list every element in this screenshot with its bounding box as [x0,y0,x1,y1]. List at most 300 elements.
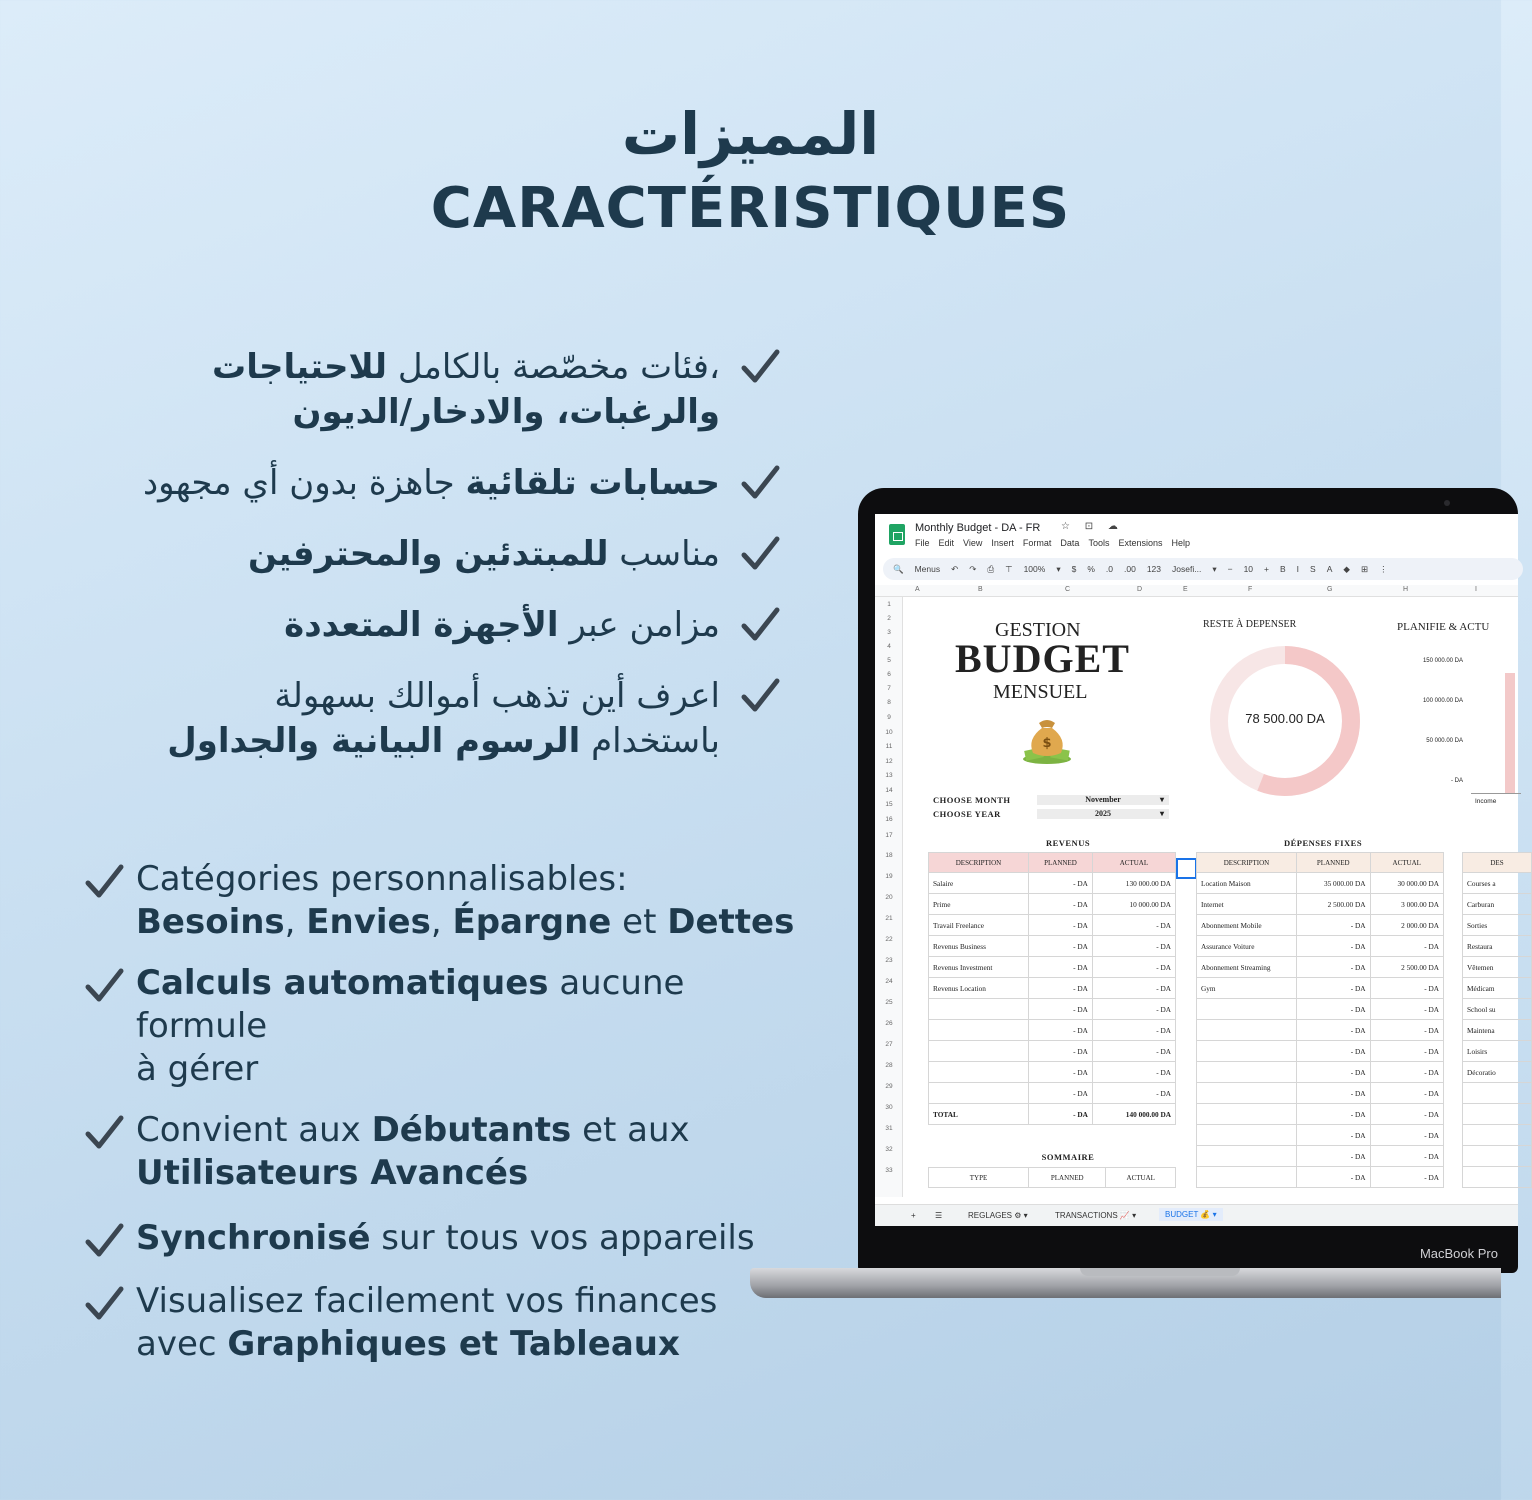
macbook-label: MacBook Pro [1419,1246,1498,1261]
feature-text: , [430,902,453,942]
menu-format[interactable]: Format [1022,538,1052,548]
cell-planned[interactable]: - DA [1029,1020,1093,1041]
cell-actual[interactable]: 2 500.00 DA [1370,957,1444,978]
cell-actual[interactable]: - DA [1092,1020,1175,1041]
french-feature-5 [84,1280,814,1366]
cell-planned[interactable]: - DA [1029,915,1093,936]
cell-actual[interactable]: - DA [1092,957,1175,978]
month-dropdown[interactable]: November ▾ [1037,795,1169,805]
document-title[interactable]: Monthly Budget - DA - FR [915,522,1041,534]
cell-actual[interactable]: - DA [1370,1125,1444,1146]
row-header[interactable]: 5 [887,657,891,664]
row-header[interactable]: 28 [885,1062,893,1069]
menu-extensions[interactable]: Extensions [1118,538,1163,548]
toolbar-item[interactable]: ↶ [951,563,959,574]
feature-text: à gérer [136,1049,259,1089]
sommaire-table [928,1167,1176,1188]
column-header[interactable]: D [1137,586,1143,593]
laptop-notch [1080,1268,1240,1276]
cell-planned[interactable]: - DA [1029,1062,1093,1083]
cell-planned[interactable]: 35 000.00 DA [1297,873,1371,894]
year-dropdown[interactable]: 2025 ▾ [1037,809,1169,819]
column-header[interactable]: E [1183,586,1188,593]
table-row [1197,1104,1444,1125]
table-row [1197,1041,1444,1062]
row-header[interactable]: 25 [885,999,893,1006]
column-header[interactable]: B [978,586,983,593]
cell-description[interactable]: Salaire [929,873,1029,894]
cell-description[interactable]: Internet [1197,894,1297,915]
cell-description[interactable]: Abonnement Streaming [1197,957,1297,978]
cell-description[interactable]: Courses a [1463,873,1532,894]
cell-description[interactable] [929,1041,1029,1062]
row-header[interactable]: 27 [885,1041,893,1048]
feature-text: Visualisez facilement vos finances [136,1281,718,1321]
cell-actual[interactable]: 10 000.00 DA [1092,894,1175,915]
cell-planned[interactable]: - DA [1297,957,1371,978]
arabic-feature-4 [60,603,780,648]
laptop-mockup [750,488,1504,1310]
cell-empty[interactable] [1463,1167,1532,1188]
cell-planned[interactable]: - DA [1297,915,1371,936]
sheet-title-gestion: GESTION [995,619,1081,641]
header-planned: PLANNED [1297,853,1371,873]
cell-description[interactable]: Loisirs [1463,1041,1532,1062]
french-feature-3 [84,1109,814,1195]
toolbar-item[interactable]: ⎙ [987,563,995,574]
row-header[interactable]: 11 [885,743,893,750]
cell-empty[interactable] [1463,1146,1532,1167]
toolbar-item[interactable]: .0 [1105,564,1113,574]
cell-planned[interactable]: - DA [1029,894,1093,915]
table-row [929,1062,1176,1083]
cell-actual[interactable]: - DA [1092,915,1175,936]
feature-text: مزامن عبر [558,605,720,645]
menu-file[interactable]: File [915,538,930,548]
cell-description[interactable]: Sorties [1463,915,1532,936]
cell-planned[interactable]: - DA [1297,936,1371,957]
feature-text: مناسب [608,534,720,574]
x-axis-line [1471,793,1521,794]
menu-view[interactable]: View [963,538,983,548]
table-row [1463,1020,1532,1041]
toolbar-item[interactable]: S [1310,564,1316,574]
variable-expenses-table [1462,852,1532,1188]
table-row [929,1041,1176,1062]
cell-description[interactable]: Revenus Location [929,978,1029,999]
cell-description[interactable] [929,1020,1029,1041]
cell-description[interactable] [1197,1083,1297,1104]
check-icon [84,1284,124,1324]
cell-description[interactable] [1197,1020,1297,1041]
cell-actual[interactable]: - DA [1092,978,1175,999]
toolbar-item[interactable]: B [1280,564,1286,574]
choose-month-label: CHOOSE MONTH [933,795,1011,805]
cell-description[interactable]: Abonnement Mobile [1197,915,1297,936]
table-row [1463,915,1532,936]
cell-planned[interactable]: - DA [1029,1083,1093,1104]
cell-actual[interactable]: - DA [1370,1083,1444,1104]
table-row [1197,1146,1444,1167]
cell-description[interactable] [1197,1146,1297,1167]
french-feature-2 [84,962,814,1091]
feature-bold-text: Besoins [136,902,285,942]
cell-actual[interactable]: - DA [1370,1020,1444,1041]
row-header[interactable]: 7 [887,685,891,692]
selected-cell[interactable] [1176,858,1197,879]
cell-description[interactable] [1197,1125,1297,1146]
cell-description[interactable] [929,1062,1029,1083]
feature-text: , [284,902,307,942]
cell-planned[interactable]: - DA [1029,957,1093,978]
cell-description[interactable]: Décoratio [1463,1062,1532,1083]
planifie-title: PLANIFIE & ACTU [1397,621,1490,633]
cell-actual[interactable]: 3 000.00 DA [1370,894,1444,915]
cell-actual[interactable]: - DA [1370,978,1444,999]
menu-edit[interactable]: Edit [938,538,955,548]
cell-description[interactable] [1197,1104,1297,1125]
column-headers [875,585,1518,597]
cell-actual[interactable]: 130 000.00 DA [1092,873,1175,894]
row-header[interactable]: 23 [885,957,893,964]
cell-description[interactable]: School su [1463,999,1532,1020]
toolbar-item[interactable]: A [1326,564,1333,574]
toolbar-item[interactable]: 123 [1146,564,1162,574]
cell-planned[interactable]: - DA [1297,1167,1371,1188]
cell-planned[interactable]: - DA [1297,1104,1371,1125]
tab-budget[interactable]: BUDGET 💰 ▾ [1159,1208,1223,1221]
cell-description[interactable]: Revenus Business [929,936,1029,957]
menu-bar [915,538,1199,548]
row-header[interactable]: 6 [887,671,891,678]
french-feature-4 [84,1217,814,1260]
cell-actual[interactable]: - DA [1370,936,1444,957]
table-row [1463,1167,1532,1188]
feature-bold-text: Épargne [452,902,612,942]
table-row [1197,957,1444,978]
toolbar-item[interactable]: Menus [914,564,941,574]
cell-actual[interactable]: - DA [1370,1041,1444,1062]
table-row [1463,873,1532,894]
cell-planned[interactable]: - DA [1029,1041,1093,1062]
title-arabic: المميزات [621,100,880,168]
table-row [929,936,1176,957]
cell-empty[interactable] [1463,1104,1532,1125]
cell-total-planned: - DA [1029,1104,1093,1125]
row-header[interactable]: 2 [887,615,891,622]
cell-actual[interactable]: 30 000.00 DA [1370,873,1444,894]
sommaire-header-actual: ACTUAL [1106,1168,1176,1188]
cell-description[interactable]: Assurance Voiture [1197,936,1297,957]
sheets-header [875,514,1518,558]
cell-planned[interactable]: - DA [1297,999,1371,1020]
toolbar-item[interactable]: ▾ [1212,563,1217,574]
table-row [1463,1146,1532,1167]
toolbar-item[interactable]: 🔍 [893,563,904,574]
feature-bold-text: Dettes [667,902,795,942]
row-header[interactable]: 31 [885,1125,893,1132]
row-header[interactable]: 24 [885,978,893,985]
row-header[interactable]: 9 [887,714,891,721]
french-features-list [84,858,814,1384]
cell-total-label: TOTAL [929,1104,1029,1125]
cell-planned[interactable]: - DA [1297,1041,1371,1062]
table-row [1197,978,1444,999]
column-header[interactable]: A [915,586,920,593]
toolbar-item[interactable]: .00 [1124,564,1136,574]
table-row [1463,1062,1532,1083]
row-header[interactable]: 20 [885,894,893,901]
revenus-title: REVENUS [1045,838,1091,848]
row-header[interactable]: 22 [885,936,893,943]
cell-planned[interactable]: - DA [1297,1146,1371,1167]
toolbar-item[interactable]: 10 [1243,564,1254,574]
row-header[interactable]: 21 [885,915,893,922]
menu-help[interactable]: Help [1171,538,1190,548]
table-row [929,999,1176,1020]
feature-bold-text: Synchronisé [136,1218,371,1258]
cell-planned[interactable]: - DA [1029,978,1093,999]
cell-actual[interactable]: - DA [1370,1167,1444,1188]
cell-description[interactable]: Revenus Investment [929,957,1029,978]
feature-text: et [611,902,668,942]
row-header[interactable]: 17 [885,832,893,839]
cell-description[interactable] [1197,999,1297,1020]
reste-title: RESTE À DEPENSER [1203,619,1297,630]
check-icon [84,862,124,902]
cell-description[interactable]: Maintena [1463,1020,1532,1041]
feature-bold-text: والرغبات، والادخار/الديون [292,392,720,432]
row-header[interactable]: 15 [885,801,893,808]
table-row [929,1083,1176,1104]
cell-actual[interactable]: - DA [1370,1146,1444,1167]
cell-planned[interactable]: - DA [1297,978,1371,999]
title-action-icons[interactable]: ☆ ⊡ ☁ [1061,521,1124,532]
cell-description[interactable]: Location Maison [1197,873,1297,894]
laptop-screen [875,514,1518,1226]
reste-value: 78 500.00 DA [1245,711,1325,726]
title-french: CARACTÉRISTIQUES [430,176,1071,241]
cell-actual[interactable]: - DA [1092,1062,1175,1083]
header-description: DESCRIPTION [1197,853,1297,873]
table-row [1197,1167,1444,1188]
table-row [929,1020,1176,1041]
table-row [929,978,1176,999]
french-feature-1 [84,858,814,944]
cell-total-actual: 140 000.00 DA [1092,1104,1175,1125]
cell-empty[interactable] [1463,1125,1532,1146]
cell-planned[interactable]: - DA [1029,873,1093,894]
feature-text: اعرف أين تذهب أموالك بسهولة [274,676,720,716]
check-icon [84,1113,124,1153]
cell-description[interactable]: Vêtemen [1463,957,1532,978]
arabic-features-list [60,345,780,790]
cell-actual[interactable]: - DA [1370,1104,1444,1125]
menu-insert[interactable]: Insert [991,538,1014,548]
y-tick-label: 50 000.00 DA [1426,738,1463,744]
cell-description[interactable]: Restaura [1463,936,1532,957]
cell-actual[interactable]: - DA [1370,999,1444,1020]
sommaire-header-type: TYPE [929,1168,1029,1188]
sheet-tabs-bar [875,1204,1518,1226]
feature-bold-text: للاحتياجات [212,347,388,387]
cell-planned[interactable]: - DA [1297,1125,1371,1146]
table-row [1463,1104,1532,1125]
cell-planned[interactable]: - DA [1297,1020,1371,1041]
toolbar-item[interactable]: ⊞ [1360,563,1369,574]
toolbar-item[interactable]: I [1296,564,1300,574]
row-header[interactable]: 8 [887,699,891,706]
cell-actual[interactable]: 2 000.00 DA [1370,915,1444,936]
y-tick-label: 100 000.00 DA [1422,698,1463,704]
feature-text: جاهزة بدون أي مجهود [143,463,466,503]
camera-icon [1444,500,1450,506]
table-row [1463,978,1532,999]
column-header[interactable]: F [1248,586,1253,593]
feature-bold-text: Utilisateurs Avancés [136,1153,529,1193]
total-row [929,1104,1176,1125]
cell-description[interactable]: Travail Freelance [929,915,1029,936]
sommaire-header-planned: PLANNED [1029,1168,1106,1188]
row-header[interactable]: 16 [885,816,893,823]
all-sheets-button[interactable]: ☰ [935,1211,943,1220]
toolbar-item[interactable]: + [1264,564,1269,574]
cell-description[interactable] [929,999,1029,1020]
y-tick-label: - DA [1451,778,1463,784]
row-header[interactable]: 26 [885,1020,893,1027]
cell-description[interactable] [1197,1167,1297,1188]
cell-actual[interactable]: - DA [1092,936,1175,957]
cell-description[interactable]: Prime [929,894,1029,915]
arabic-feature-5 [60,674,780,764]
money-bag-icon [1019,709,1075,765]
toolbar [883,558,1523,580]
table-row [929,915,1176,936]
toolbar-item[interactable]: ⊤ [1005,563,1013,574]
toolbar-item[interactable]: ⋮ [1379,563,1388,574]
x-label-income: Income [1475,798,1497,805]
toolbar-item[interactable]: ◆ [1343,563,1350,574]
row-header[interactable]: 19 [885,873,893,880]
menu-data[interactable]: Data [1060,538,1080,548]
row-header[interactable]: 33 [885,1167,893,1174]
feature-bold-text: Graphiques et Tableaux [227,1324,680,1364]
row-header[interactable]: 1 [887,601,891,608]
table-row [1197,1062,1444,1083]
cell-planned[interactable]: - DA [1029,936,1093,957]
cell-description[interactable] [929,1083,1029,1104]
tab-reglages[interactable]: REGLAGES ⚙ ▾ [968,1211,1028,1220]
choose-year-label: CHOOSE YEAR [933,809,1001,819]
laptop-base [750,1268,1501,1298]
row-header[interactable]: 10 [885,729,893,736]
toolbar-item[interactable]: $ [1071,564,1077,574]
cell-actual[interactable]: - DA [1092,1083,1175,1104]
table-row [1197,1083,1444,1104]
toolbar-item[interactable]: % [1087,564,1095,574]
table-row [929,873,1176,894]
cell-planned[interactable]: - DA [1297,1083,1371,1104]
row-header[interactable]: 18 [885,852,893,859]
feature-bold-text: حسابات تلقائية [465,463,720,503]
toolbar-item[interactable]: − [1227,564,1233,574]
table-row [1463,1041,1532,1062]
cell-actual[interactable]: - DA [1092,999,1175,1020]
cell-planned[interactable]: - DA [1297,1062,1371,1083]
table-row [1463,999,1532,1020]
feature-bold-text: Calculs automatiques [136,963,549,1003]
feature-bold-text: الأجهزة المتعددة [284,605,559,645]
depenses-title: DÉPENSES FIXES [1283,838,1363,848]
depenses-table [1196,852,1444,1188]
feature-text: et aux [571,1110,690,1150]
table-row [1197,1020,1444,1041]
row-header[interactable]: 13 [885,772,893,779]
cell-empty[interactable] [1463,1083,1532,1104]
laptop-lid [858,488,1518,1273]
row-header[interactable]: 32 [885,1146,893,1153]
tab-transactions[interactable]: TRANSACTIONS 📈 ▾ [1055,1211,1137,1220]
table-row [1197,915,1444,936]
feature-text: Catégories personnalisables: [136,859,628,899]
cell-description[interactable] [1197,1041,1297,1062]
table-row [929,894,1176,915]
column-header[interactable]: C [1065,586,1071,593]
cell-planned[interactable]: 2 500.00 DA [1297,894,1371,915]
feature-text: avec [136,1324,228,1364]
table-row [929,957,1176,978]
row-header[interactable]: 12 [885,758,893,765]
google-sheets-logo-icon[interactable] [889,524,905,545]
row-header[interactable]: 14 [885,787,893,794]
svg-text:$: $ [1042,736,1052,751]
sheet-title-budget: BUDGET [955,636,1130,681]
row-header[interactable]: 3 [887,629,891,636]
table-row [1463,1083,1532,1104]
table-row [1197,894,1444,915]
cell-description[interactable]: Gym [1197,978,1297,999]
table-row [1197,1125,1444,1146]
row-header[interactable]: 30 [885,1104,893,1111]
budget-sheet [903,597,1518,1197]
table-row [1463,936,1532,957]
toolbar-item[interactable]: ▾ [1056,563,1061,574]
header-description: DESCRIPTION [929,853,1029,873]
row-header[interactable]: 4 [887,643,891,650]
sommaire-title: SOMMAIRE [1041,1152,1095,1162]
cell-description[interactable]: Médicam [1463,978,1532,999]
column-header[interactable]: H [1403,586,1409,593]
toolbar-item[interactable]: ↷ [969,563,977,574]
column-header[interactable]: I [1475,586,1477,593]
cell-description[interactable] [1197,1062,1297,1083]
header-actual: ACTUAL [1370,853,1444,873]
cell-description[interactable]: Carburan [1463,894,1532,915]
table-row [1197,936,1444,957]
column-header[interactable]: G [1327,586,1333,593]
arabic-feature-2 [60,461,780,506]
menu-tools[interactable]: Tools [1088,538,1110,548]
table-row [1463,1125,1532,1146]
cell-planned[interactable]: - DA [1029,999,1093,1020]
cell-actual[interactable]: - DA [1370,1062,1444,1083]
cell-actual[interactable]: - DA [1092,1041,1175,1062]
add-sheet-button[interactable]: + [911,1211,916,1220]
toolbar-item[interactable]: Josefi... [1172,564,1202,574]
toolbar-item[interactable]: 100% [1023,564,1046,574]
row-header[interactable]: 29 [885,1083,893,1090]
table-row [1463,894,1532,915]
